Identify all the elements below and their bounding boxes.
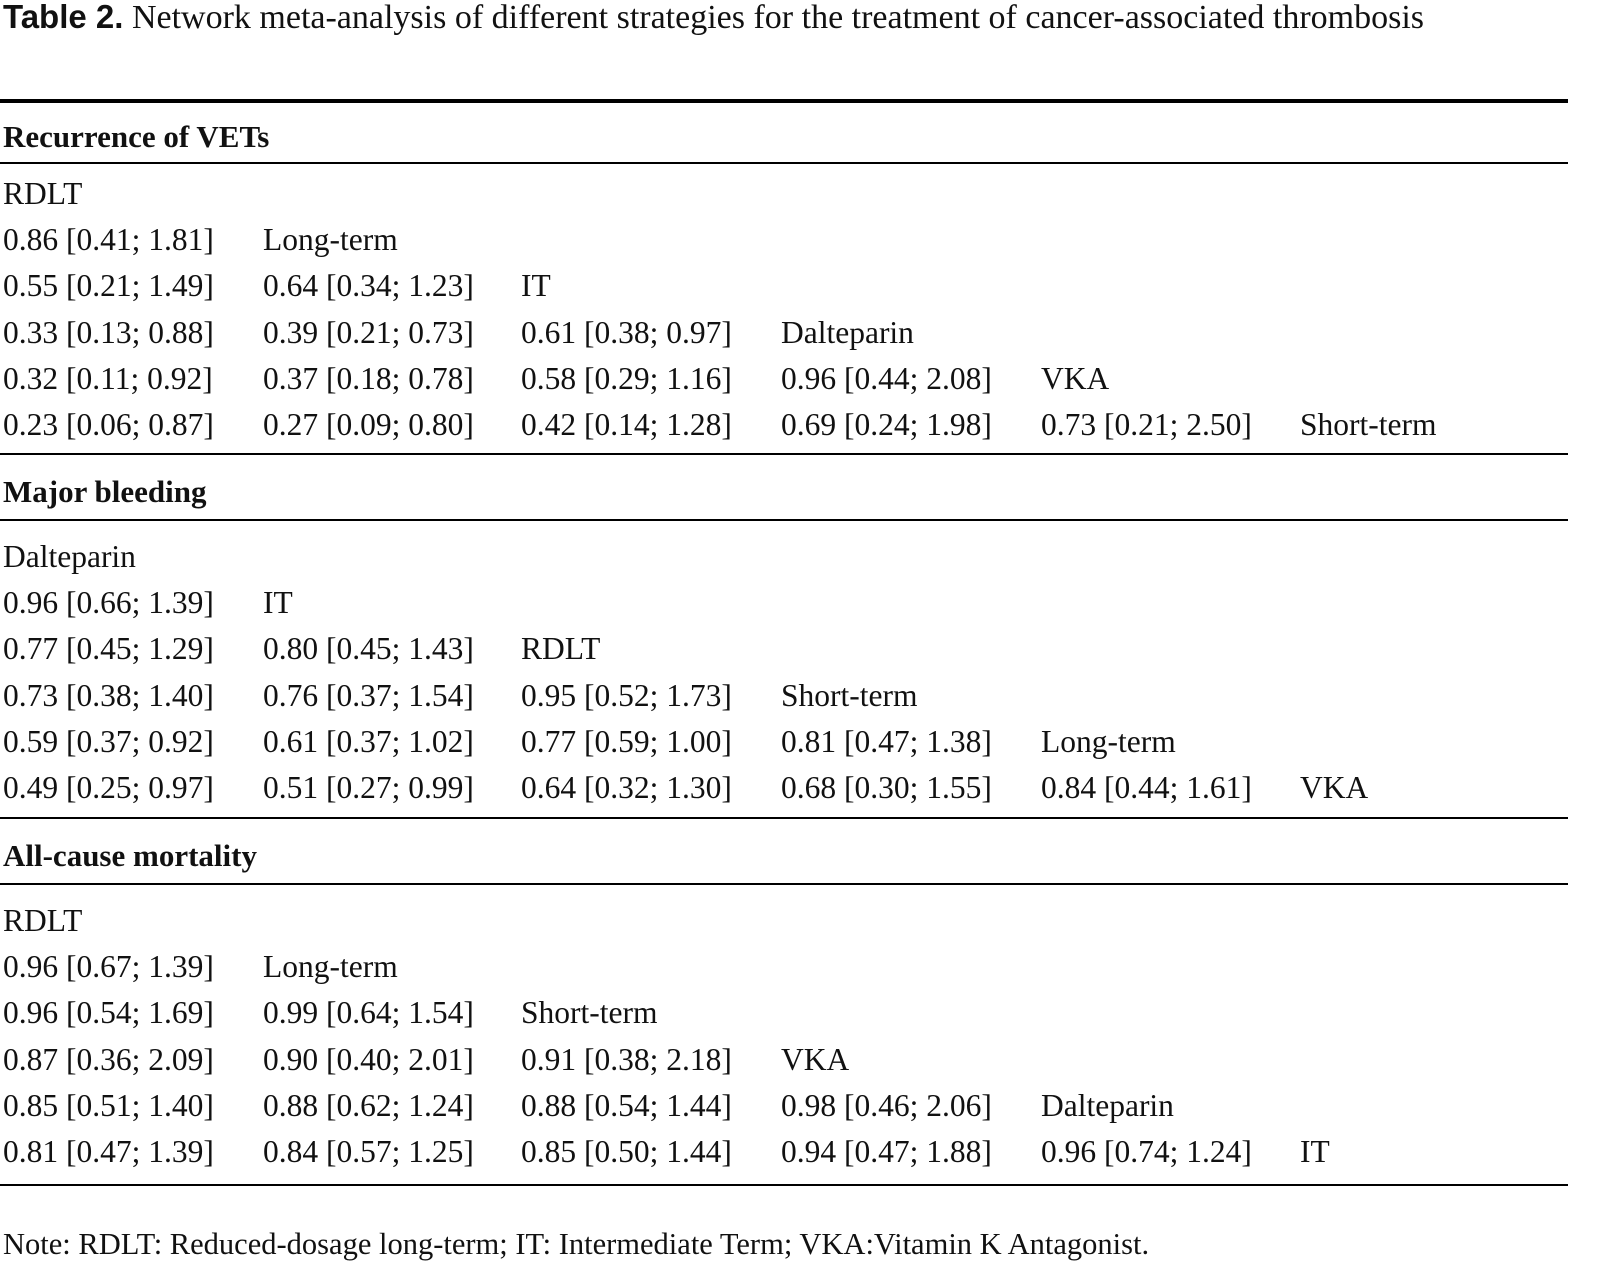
effect-estimate: 0.42 [0.14; 1.28] bbox=[521, 407, 732, 442]
effect-estimate: 0.94 [0.47; 1.88] bbox=[781, 1134, 992, 1169]
effect-estimate: 0.59 [0.37; 0.92] bbox=[3, 723, 214, 759]
section-divider-rule bbox=[0, 453, 1568, 455]
table-row bbox=[0, 310, 1568, 356]
effect-estimate: 0.87 [0.36; 2.09] bbox=[3, 1041, 214, 1077]
section-header-rule bbox=[0, 162, 1568, 164]
caption-label: Table 2. bbox=[3, 0, 124, 35]
treatment-label: VKA bbox=[781, 1041, 850, 1077]
effect-estimate: 0.81 [0.47; 1.39] bbox=[3, 1134, 214, 1169]
effect-estimate: 0.23 [0.06; 0.87] bbox=[3, 407, 214, 442]
effect-estimate: 0.85 [0.51; 1.40] bbox=[3, 1087, 214, 1123]
effect-estimate: 0.27 [0.09; 0.80] bbox=[263, 407, 474, 442]
effect-estimate: 0.77 [0.59; 1.00] bbox=[521, 723, 732, 759]
effect-estimate: 0.99 [0.64; 1.54] bbox=[263, 995, 474, 1031]
treatment-label: IT bbox=[1300, 1134, 1330, 1169]
section-header-rule bbox=[0, 519, 1568, 521]
effect-estimate: 0.81 [0.47; 1.38] bbox=[781, 723, 992, 759]
table-row bbox=[0, 356, 1568, 402]
effect-estimate: 0.76 [0.37; 1.54] bbox=[263, 677, 474, 713]
table-row bbox=[0, 171, 1568, 217]
table-row bbox=[0, 217, 1568, 263]
effect-estimate: 0.49 [0.25; 0.97] bbox=[3, 770, 214, 805]
effect-estimate: 0.88 [0.62; 1.24] bbox=[263, 1087, 474, 1123]
treatment-label: Long-term bbox=[263, 949, 398, 985]
effect-estimate: 0.61 [0.37; 1.02] bbox=[263, 723, 474, 759]
treatment-label: IT bbox=[263, 585, 293, 621]
effect-estimate: 0.90 [0.40; 2.01] bbox=[263, 1041, 474, 1077]
effect-estimate: 0.95 [0.52; 1.73] bbox=[521, 677, 732, 713]
table-row bbox=[0, 263, 1568, 309]
effect-estimate: 0.69 [0.24; 1.98] bbox=[781, 407, 992, 442]
treatment-label: Dalteparin bbox=[1041, 1087, 1174, 1123]
effect-estimate: 0.64 [0.32; 1.30] bbox=[521, 770, 732, 805]
effect-estimate: 0.73 [0.38; 1.40] bbox=[3, 677, 214, 713]
table-row bbox=[0, 580, 1568, 626]
table-row bbox=[0, 673, 1568, 719]
effect-estimate: 0.73 [0.21; 2.50] bbox=[1041, 407, 1252, 442]
treatment-label: RDLT bbox=[521, 631, 601, 667]
effect-estimate: 0.91 [0.38; 2.18] bbox=[521, 1041, 732, 1077]
treatment-label: Dalteparin bbox=[3, 539, 136, 574]
table-row bbox=[0, 626, 1568, 672]
table-row bbox=[0, 944, 1568, 990]
effect-estimate: 0.96 [0.67; 1.39] bbox=[3, 949, 214, 985]
effect-estimate: 0.55 [0.21; 1.49] bbox=[3, 268, 214, 304]
section-divider-rule bbox=[0, 817, 1568, 819]
table-note: Note: RDLT: Reduced-dosage long-term; IT: Intermediate Term; VKA:Vitamin K Antagonist. bbox=[3, 1227, 1150, 1261]
treatment-label: Short-term bbox=[521, 995, 658, 1031]
table-row bbox=[0, 1037, 1568, 1083]
effect-estimate: 0.85 [0.50; 1.44] bbox=[521, 1134, 732, 1169]
treatment-label: Long-term bbox=[1041, 723, 1176, 759]
table-row bbox=[0, 719, 1568, 765]
section-header-rule bbox=[0, 883, 1568, 885]
effect-estimate: 0.61 [0.38; 0.97] bbox=[521, 314, 732, 350]
treatment-label: Short-term bbox=[781, 677, 918, 713]
table-row bbox=[0, 990, 1568, 1036]
treatment-label: Long-term bbox=[263, 222, 398, 258]
section-title: Major bleeding bbox=[3, 474, 207, 509]
effect-estimate: 0.39 [0.21; 0.73] bbox=[263, 314, 474, 350]
effect-estimate: 0.33 [0.13; 0.88] bbox=[3, 314, 214, 350]
treatment-label: RDLT bbox=[3, 903, 83, 938]
table-row bbox=[0, 898, 1568, 944]
effect-estimate: 0.77 [0.45; 1.29] bbox=[3, 631, 214, 667]
section-title: Recurrence of VETs bbox=[3, 119, 270, 154]
effect-estimate: 0.32 [0.11; 0.92] bbox=[3, 360, 213, 396]
effect-estimate: 0.98 [0.46; 2.06] bbox=[781, 1087, 992, 1123]
effect-estimate: 0.58 [0.29; 1.16] bbox=[521, 360, 732, 396]
effect-estimate: 0.64 [0.34; 1.23] bbox=[263, 268, 474, 304]
table-top-rule bbox=[0, 99, 1568, 103]
treatment-label: VKA bbox=[1300, 770, 1369, 805]
effect-estimate: 0.84 [0.44; 1.61] bbox=[1041, 770, 1252, 805]
effect-estimate: 0.80 [0.45; 1.43] bbox=[263, 631, 474, 667]
effect-estimate: 0.96 [0.66; 1.39] bbox=[3, 585, 214, 621]
treatment-label: Dalteparin bbox=[781, 314, 914, 350]
table-row bbox=[0, 1129, 1568, 1175]
effect-estimate: 0.96 [0.74; 1.24] bbox=[1041, 1134, 1252, 1169]
effect-estimate: 0.88 [0.54; 1.44] bbox=[521, 1087, 732, 1123]
section-title: All-cause mortality bbox=[3, 838, 257, 873]
effect-estimate: 0.84 [0.57; 1.25] bbox=[263, 1134, 474, 1169]
treatment-label: IT bbox=[521, 268, 551, 304]
effect-estimate: 0.96 [0.54; 1.69] bbox=[3, 995, 214, 1031]
table-row bbox=[0, 1083, 1568, 1129]
treatment-label: RDLT bbox=[3, 176, 83, 211]
table-row bbox=[0, 765, 1568, 811]
effect-estimate: 0.51 [0.27; 0.99] bbox=[263, 770, 474, 805]
table-caption bbox=[3, 0, 1543, 40]
effect-estimate: 0.86 [0.41; 1.81] bbox=[3, 222, 214, 258]
caption-text: Network meta-analysis of different strategies for the treatment of cancer-associated thrombosis bbox=[123, 0, 1425, 36]
effect-estimate: 0.96 [0.44; 2.08] bbox=[781, 360, 992, 396]
table-row bbox=[0, 402, 1568, 448]
table-bottom-rule bbox=[0, 1184, 1568, 1186]
treatment-label: VKA bbox=[1041, 360, 1110, 396]
treatment-label: Short-term bbox=[1300, 407, 1437, 442]
effect-estimate: 0.68 [0.30; 1.55] bbox=[781, 770, 992, 805]
effect-estimate: 0.37 [0.18; 0.78] bbox=[263, 360, 474, 396]
table-row bbox=[0, 534, 1568, 580]
